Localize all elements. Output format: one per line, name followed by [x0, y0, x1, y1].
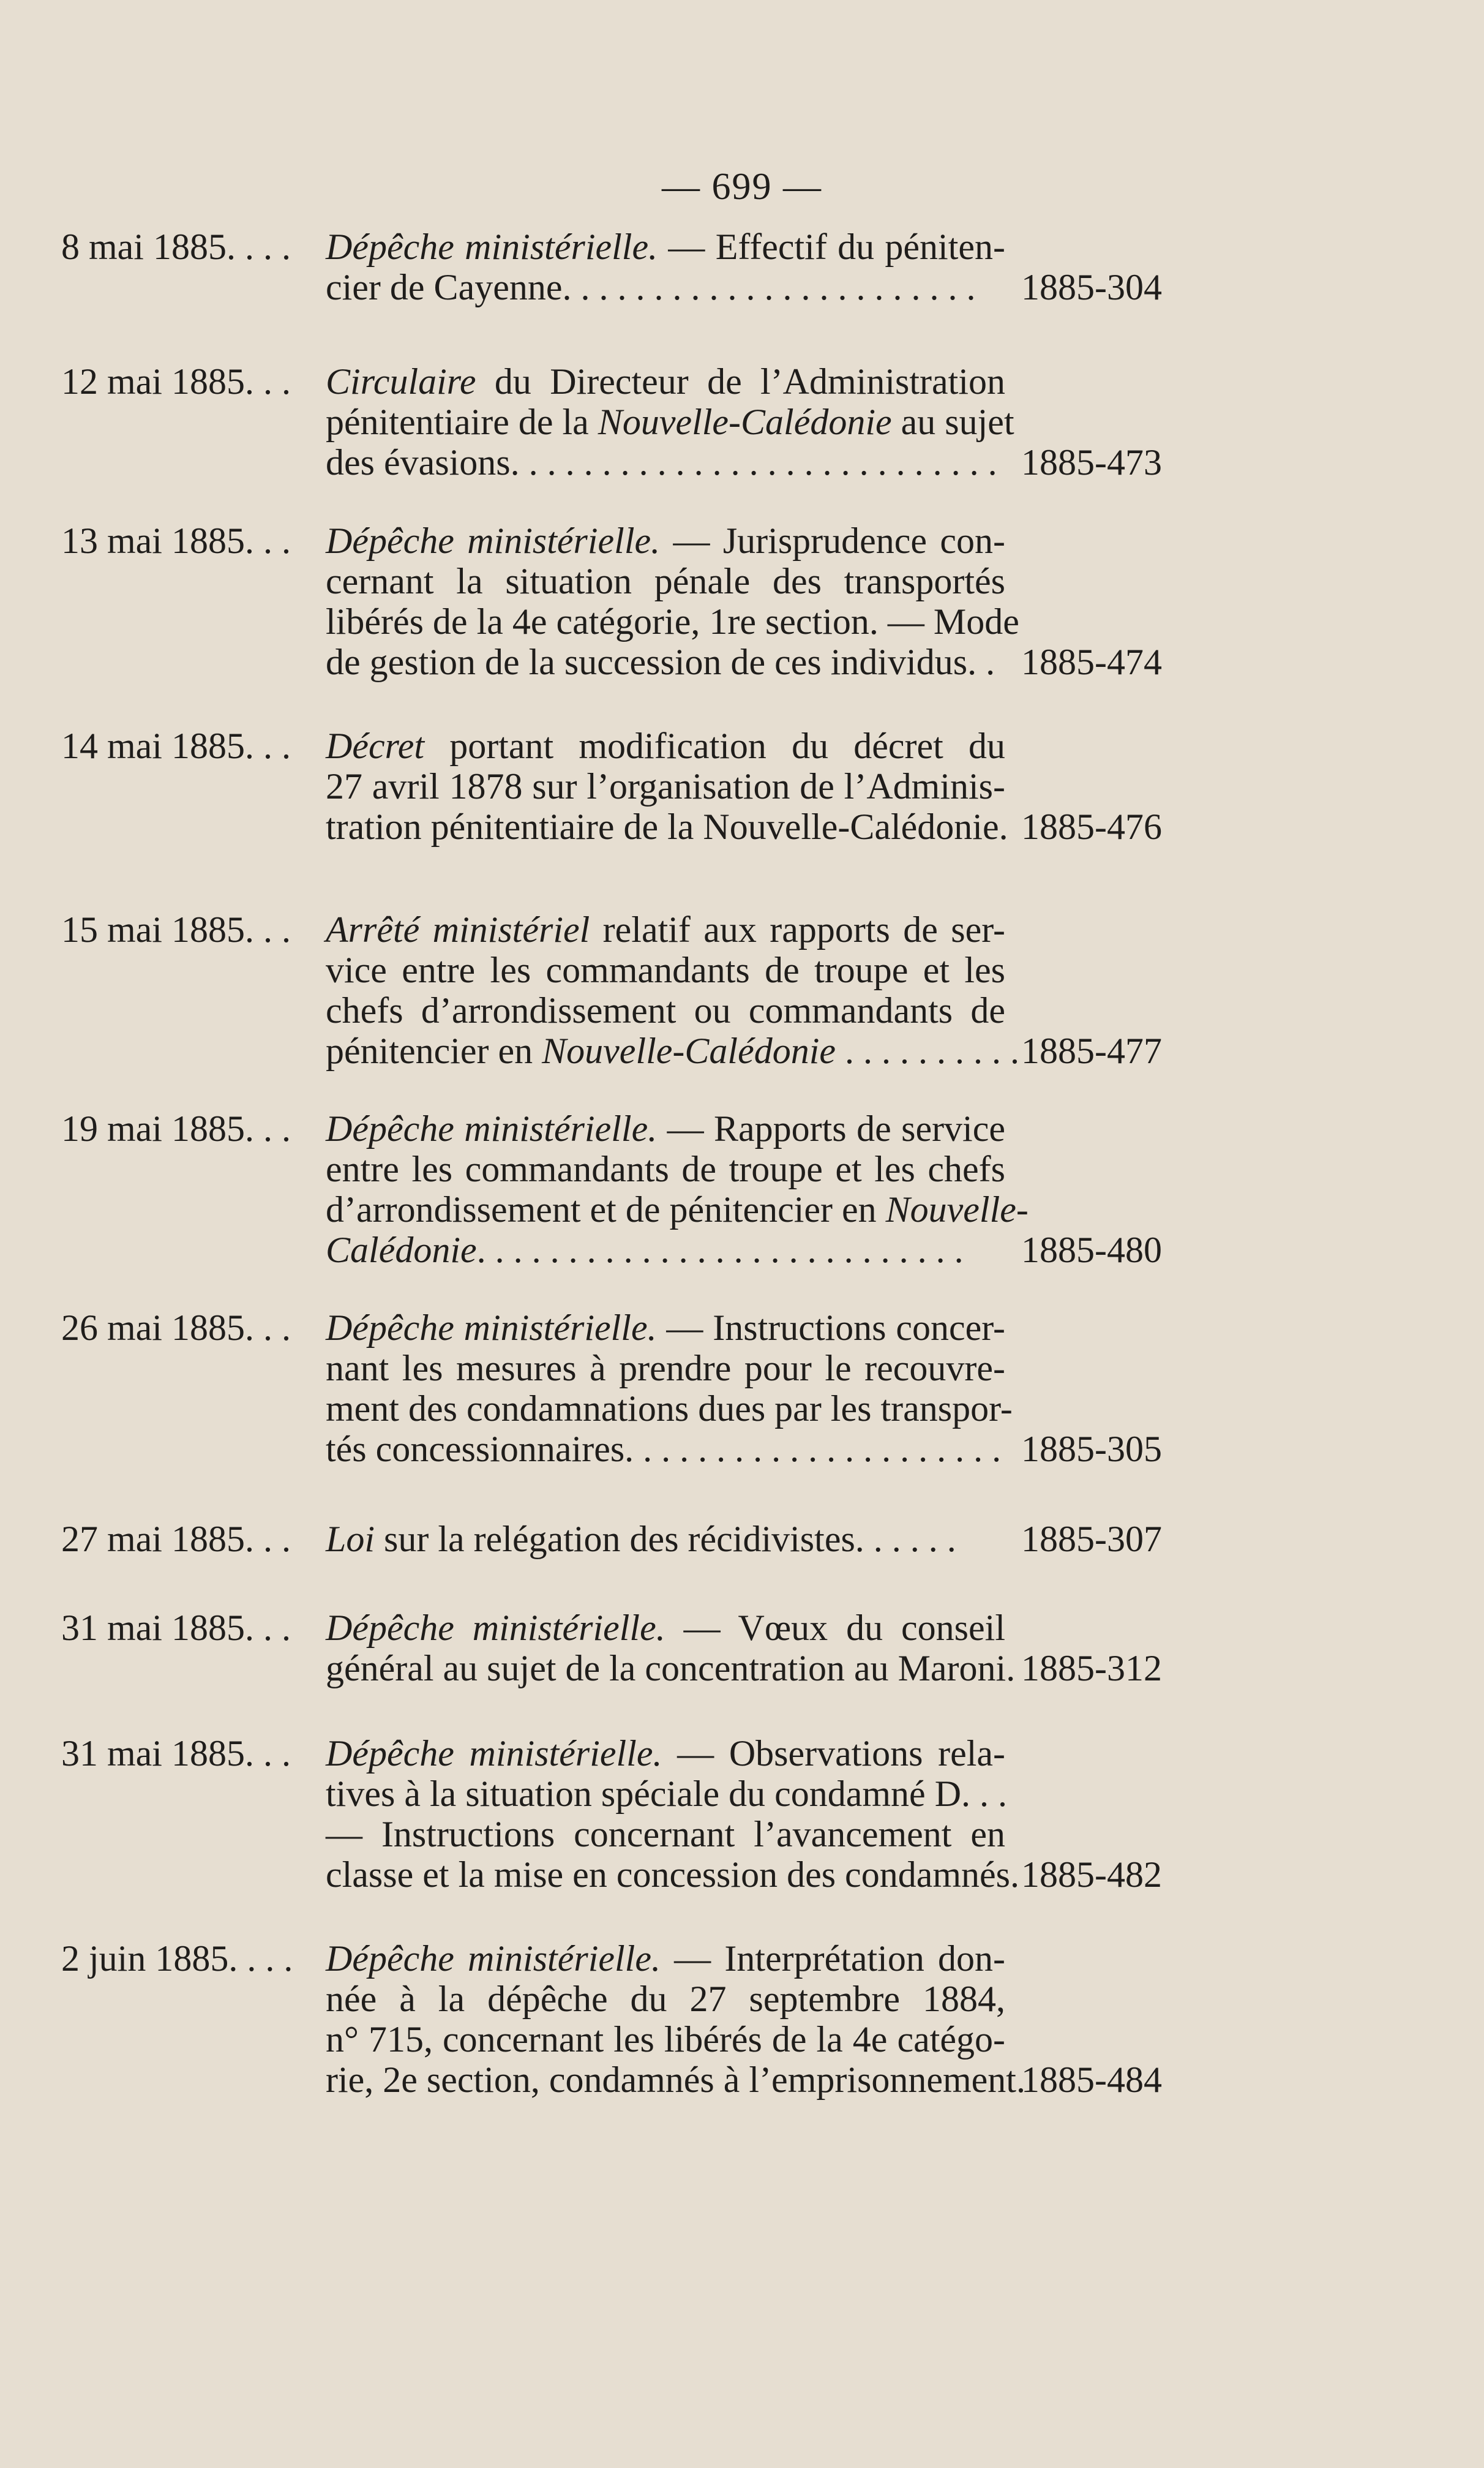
- entry-description: [326, 726, 1008, 847]
- description-line: de gestion de la succession de ces individus. .: [326, 642, 995, 682]
- entry-date: 14 mai 1885. . .: [61, 726, 291, 766]
- description-line: nant les mesures à prendre pour le recouvre-: [326, 1348, 1005, 1388]
- description-line: [326, 909, 1005, 950]
- line-text: . . . . . . . . . . . . . . . . . . . . . . . . . . .: [476, 1230, 964, 1270]
- line-text: — Rapports de service: [657, 1108, 1005, 1149]
- description-line: [326, 402, 1014, 442]
- description-line: n° 715, concernant les libérés de la 4e catégo-: [326, 2019, 1005, 2060]
- italic-title: Nouvelle-: [885, 1189, 1029, 1230]
- line-text: pénitentiaire de la: [326, 402, 598, 442]
- line-text: d’arrondissement et de pénitencier en: [326, 1189, 886, 1230]
- entry-date: 31 mai 1885. . .: [61, 1733, 291, 1774]
- line-text: — Instructions concer-: [656, 1307, 1005, 1348]
- entry-date: 8 mai 1885. . . .: [61, 227, 291, 267]
- description-line: général au sujet de la concentration au Maroni.: [326, 1648, 1016, 1688]
- line-text: du Directeur de l’Administration: [476, 361, 1005, 402]
- entry-description: [326, 1733, 1019, 1895]
- italic-title: Dépêche ministérielle.: [326, 1108, 658, 1149]
- line-text: sur la relégation des récidivistes. . . . . .: [375, 1519, 956, 1559]
- line-text: . . . . . . . . . .: [836, 1031, 1020, 1071]
- entry-description: [326, 1108, 1029, 1270]
- description-line: cier de Cayenne. . . . . . . . . . . . . . . . . . . . . . .: [326, 267, 976, 307]
- italic-title: Arrêté ministériel: [326, 909, 590, 950]
- italic-title: Loi: [326, 1519, 375, 1559]
- entry-reference: 1885-304: [1021, 267, 1162, 307]
- page-number: — 699 —: [662, 166, 822, 208]
- italic-title: Dépêche ministérielle.: [326, 521, 661, 561]
- entry-date: 12 mai 1885. . .: [61, 361, 291, 402]
- entry-reference: 1885-305: [1021, 1429, 1162, 1469]
- entry-description: [326, 1307, 1013, 1469]
- italic-title: Calédonie: [326, 1230, 477, 1270]
- entry-reference: 1885-312: [1021, 1648, 1162, 1688]
- description-line: entre les commandants de troupe et les chefs: [326, 1149, 1005, 1189]
- entry-reference: 1885-473: [1021, 442, 1162, 483]
- entry-date: 13 mai 1885. . .: [61, 521, 291, 561]
- description-line: [326, 1608, 1005, 1648]
- description-line: — Instructions concernant l’avancement en: [326, 1814, 1005, 1854]
- entry-description: [326, 227, 1005, 307]
- line-text: — Effectif du péniten-: [658, 227, 1006, 267]
- entry-date: 2 juin 1885. . . .: [61, 1938, 293, 1979]
- entry-date: 19 mai 1885. . .: [61, 1108, 291, 1149]
- description-line: [326, 1733, 1005, 1774]
- description-line: tration pénitentiaire de la Nouvelle-Calédonie.: [326, 807, 1008, 847]
- entry-reference: 1885-480: [1021, 1230, 1162, 1270]
- italic-title: Nouvelle-Calédonie: [598, 402, 892, 442]
- italic-title: Dépêche ministérielle.: [326, 1307, 657, 1348]
- italic-title: Nouvelle-Calédonie: [542, 1031, 836, 1071]
- description-line: [326, 1189, 1029, 1230]
- description-line: [326, 521, 1005, 561]
- italic-title: Dépêche ministérielle.: [326, 1938, 661, 1979]
- line-text: — Observations rela-: [662, 1733, 1005, 1774]
- entry-description: [326, 1938, 1025, 2100]
- line-text: au sujet: [891, 402, 1014, 442]
- entry-description: [326, 909, 1020, 1071]
- description-line: vice entre les commandants de troupe et les: [326, 950, 1005, 990]
- description-line: [326, 1031, 1020, 1071]
- italic-title: Dépêche ministérielle.: [326, 1608, 665, 1648]
- entry-description: [326, 361, 1014, 483]
- description-line: [326, 1519, 1005, 1559]
- description-line: rie, 2e section, condamnés à l’emprisonnement.: [326, 2060, 1025, 2100]
- italic-title: Dépêche ministérielle.: [326, 227, 658, 267]
- italic-title: Circulaire: [326, 361, 476, 402]
- description-line: cernant la situation pénale des transportés: [326, 561, 1005, 601]
- entry-description: [326, 1608, 1016, 1688]
- line-text: — Interprétation don-: [660, 1938, 1006, 1979]
- line-text: pénitencier en: [326, 1031, 542, 1071]
- entry-reference: 1885-474: [1021, 642, 1162, 682]
- line-text: portant modification du décret du: [424, 726, 1005, 766]
- description-line: [326, 1108, 1005, 1149]
- description-line: [326, 1938, 1005, 1979]
- italic-title: Décret: [326, 726, 425, 766]
- line-text: relatif aux rapports de ser-: [590, 909, 1005, 950]
- description-line: ment des condamnations dues par les transpor-: [326, 1388, 1013, 1429]
- description-line: [326, 361, 1005, 402]
- description-line: née à la dépêche du 27 septembre 1884,: [326, 1979, 1005, 2019]
- entry-reference: 1885-484: [1021, 2060, 1162, 2100]
- description-line: 27 avril 1878 sur l’organisation de l’Adminis-: [326, 766, 1005, 807]
- entry-date: 26 mai 1885. . .: [61, 1307, 291, 1348]
- description-line: chefs d’arrondissement ou commandants de: [326, 990, 1005, 1031]
- description-line: libérés de la 4e catégorie, 1re section. — Mode: [326, 601, 1019, 642]
- description-line: [326, 227, 1005, 267]
- entry-reference: 1885-482: [1021, 1854, 1162, 1895]
- entry-description: [326, 521, 1019, 682]
- entry-description: [326, 1519, 1005, 1559]
- description-line: tés concessionnaires. . . . . . . . . . . . . . . . . . . . .: [326, 1429, 1002, 1469]
- description-line: des évasions. . . . . . . . . . . . . . . . . . . . . . . . . . .: [326, 442, 997, 483]
- entry-reference: 1885-477: [1021, 1031, 1162, 1071]
- entry-reference: 1885-307: [1021, 1519, 1162, 1559]
- entry-date: 15 mai 1885. . .: [61, 909, 291, 950]
- description-line: [326, 1307, 1005, 1348]
- line-text: — Vœux du conseil: [665, 1608, 1005, 1648]
- description-line: tives à la situation spéciale du condamné D. . .: [326, 1774, 1008, 1814]
- entry-date: 27 mai 1885. . .: [61, 1519, 291, 1559]
- description-line: classe et la mise en concession des condamnés.: [326, 1854, 1019, 1895]
- entry-reference: 1885-476: [1021, 807, 1162, 847]
- italic-title: Dépêche ministérielle.: [326, 1733, 662, 1774]
- description-line: [326, 1230, 1005, 1270]
- line-text: — Jurisprudence con-: [660, 521, 1005, 561]
- description-line: [326, 726, 1005, 766]
- entry-date: 31 mai 1885. . .: [61, 1608, 291, 1648]
